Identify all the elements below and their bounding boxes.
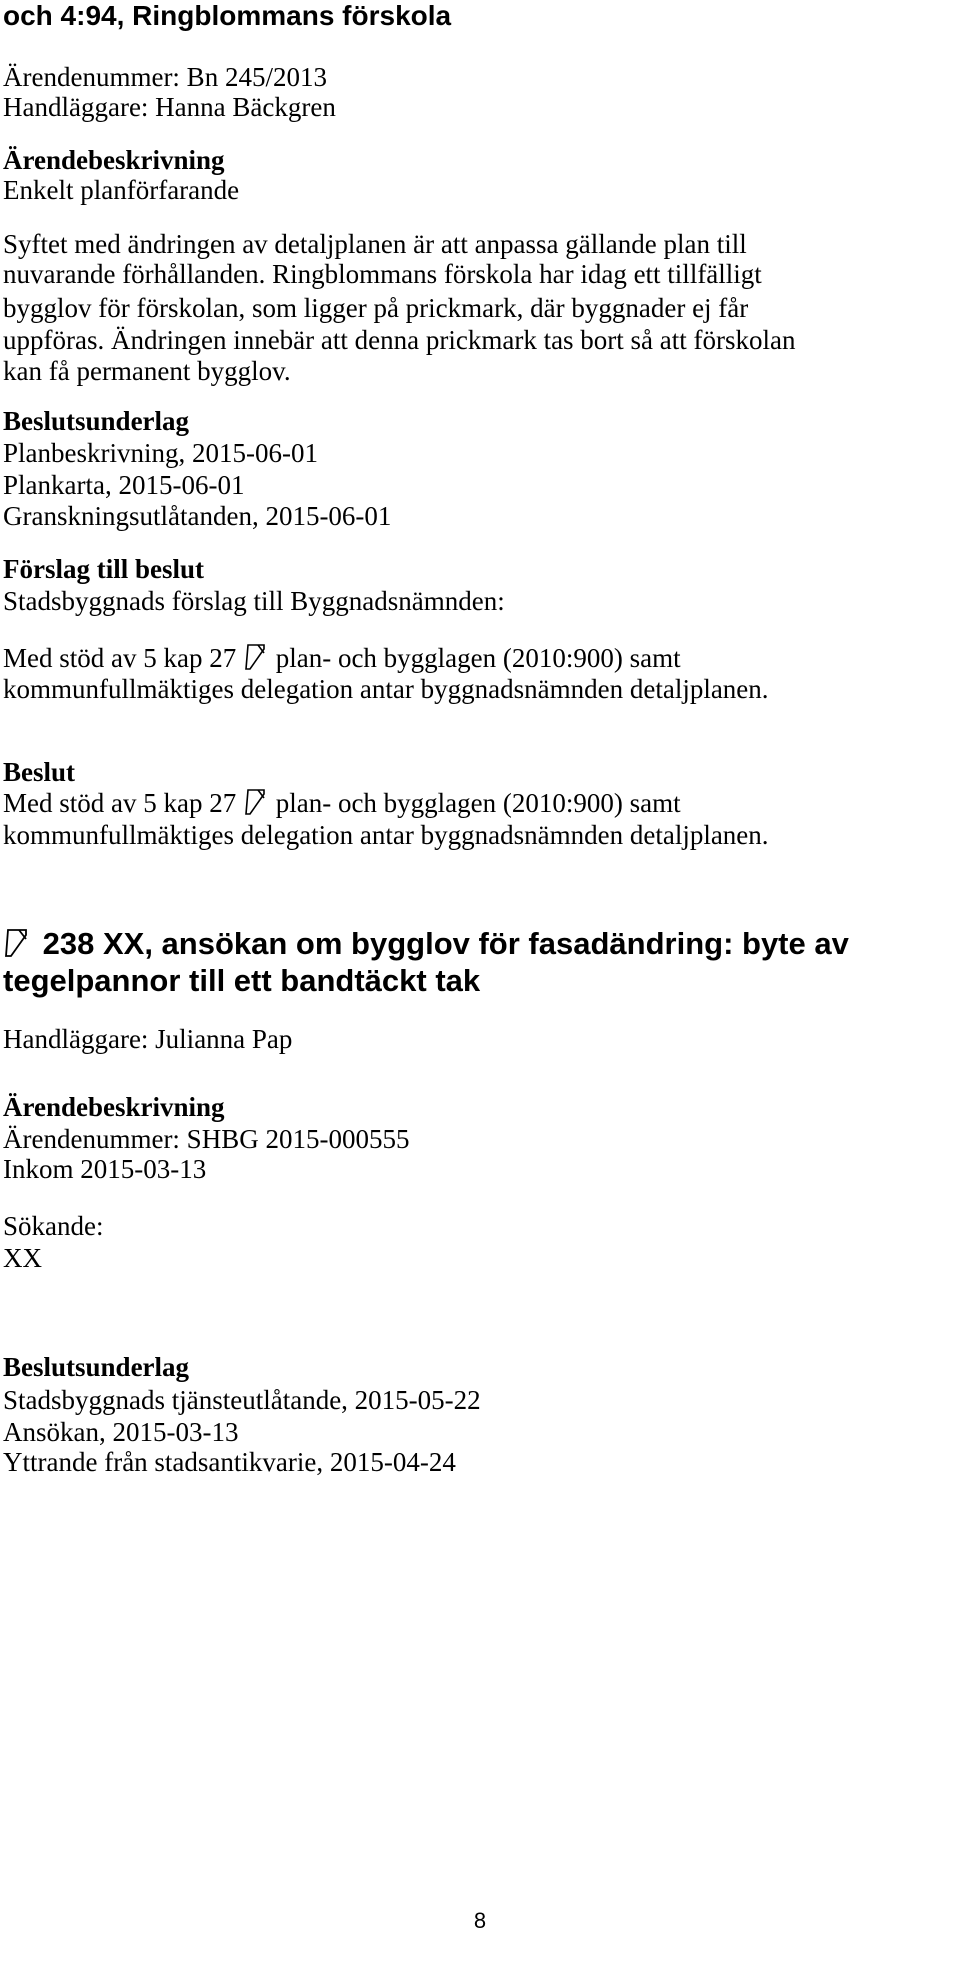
decision-line: kommunfullmäktiges delegation antar byggnadsnämnden detaljplanen. (3, 820, 769, 850)
decision-text: Med stöd av 5 kap 27 (3, 788, 237, 818)
section-title-text: 238 XX, ansökan om bygglov för fasadändring: byte av (42, 926, 849, 961)
section-title: och 4:94, Ringblommans förskola (3, 0, 452, 31)
basis-item: Stadsbyggnads tjänsteutlåtande, 2015-05-22 (3, 1385, 481, 1415)
description-heading: Ärendebeskrivning (3, 145, 225, 175)
basis-heading: Beslutsunderlag (3, 1352, 190, 1382)
decision-line (3, 787, 681, 819)
paragraph-sign-icon (244, 643, 268, 671)
case-handler: Handläggare: Julianna Pap (3, 1024, 293, 1054)
basis-item: Planbeskrivning, 2015-06-01 (3, 438, 318, 468)
proposal-line (3, 642, 681, 674)
proposal-intro: Stadsbyggnads förslag till Byggnadsnämnden: (3, 586, 505, 616)
procedure-type: Enkelt planförfarande (3, 175, 240, 205)
case-handler: Handläggare: Hanna Bäckgren (3, 92, 336, 122)
applicant-label: Sökande: (3, 1211, 104, 1241)
received-date: Inkom 2015-03-13 (3, 1154, 207, 1184)
case-number: Ärendenummer: SHBG 2015-000555 (3, 1124, 410, 1154)
paragraph-sign-icon (4, 927, 30, 959)
case-number: Ärendenummer: Bn 245/2013 (3, 62, 327, 92)
description-line: nuvarande förhållanden. Ringblommans förskola har idag ett tillfälligt (3, 259, 762, 289)
proposal-text: plan- och bygglagen (2010:900) samt (275, 643, 681, 673)
basis-item: Ansökan, 2015-03-13 (3, 1417, 239, 1447)
description-line: uppföras. Ändringen innebär att denna prickmark tas bort så att förskolan (3, 325, 796, 355)
description-line: kan få permanent bygglov. (3, 356, 291, 386)
description-line: bygglov för förskolan, som ligger på prickmark, där byggnader ej får (3, 293, 749, 323)
description-line: Syftet med ändringen av detaljplanen är att anpassa gällande plan till (3, 229, 747, 259)
applicant-value: XX (3, 1243, 42, 1273)
section-title (3, 925, 849, 963)
decision-heading: Beslut (3, 757, 76, 787)
description-heading: Ärendebeskrivning (3, 1092, 225, 1122)
page-number: 8 (473, 1908, 487, 1933)
proposal-text: Med stöd av 5 kap 27 (3, 643, 237, 673)
basis-item: Plankarta, 2015-06-01 (3, 470, 245, 500)
section-title: tegelpannor till ett bandtäckt tak (3, 963, 481, 998)
basis-item: Yttrande från stadsantikvarie, 2015-04-24 (3, 1447, 456, 1477)
proposal-heading: Förslag till beslut (3, 554, 204, 584)
proposal-line: kommunfullmäktiges delegation antar byggnadsnämnden detaljplanen. (3, 674, 769, 704)
decision-text: plan- och bygglagen (2010:900) samt (275, 788, 681, 818)
basis-heading: Beslutsunderlag (3, 406, 190, 436)
paragraph-sign-icon (244, 788, 268, 816)
basis-item: Granskningsutlåtanden, 2015-06-01 (3, 501, 392, 531)
